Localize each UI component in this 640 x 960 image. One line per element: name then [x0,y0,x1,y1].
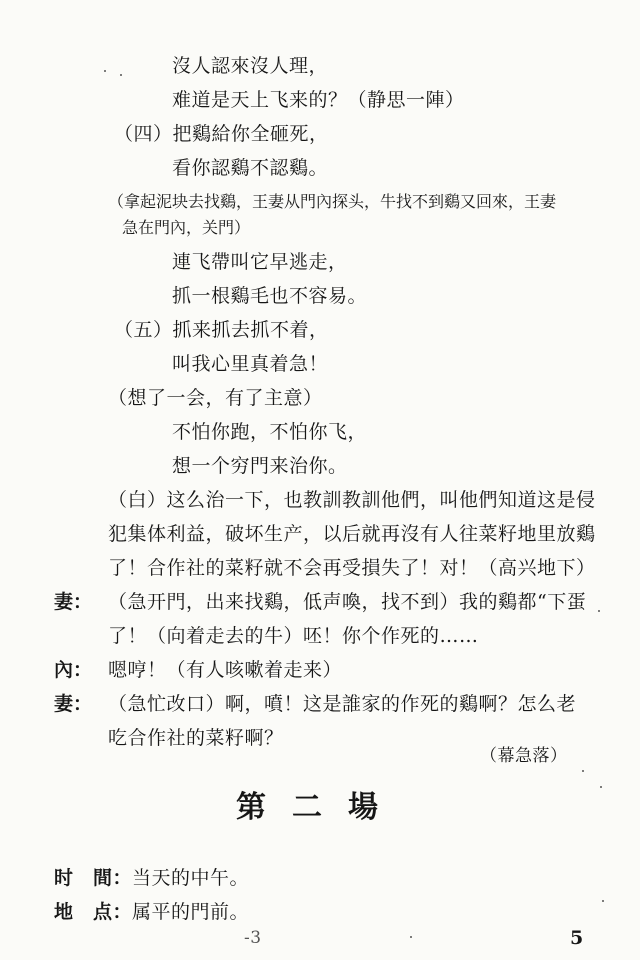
dialogue-line: 了！（向着走去的牛）呸！你个作死的…… [108,625,479,647]
place-label: 地 点： [54,901,133,923]
dialogue-line: （白）这么治一下，也教訓教訓他們，叫他們知道这是侵 [108,489,596,511]
verse-line: 难道是天上飞来的？（静思一陣） [172,89,465,111]
place-value: 属平的門前。 [132,901,250,923]
verse-line: 不怕你跑，不怕你飞， [172,421,368,443]
verse-line: 想一个穷門来治你。 [172,455,348,477]
print-speck [598,610,600,612]
print-speck [600,786,602,788]
verse-line: （四）把鷄給你全砸死， [114,123,329,145]
dialogue-line: （急开門，出来找鷄，低声喚，找不到）我的鷄都“下蛋 [108,591,587,613]
scene-time [54,866,249,890]
time-label: 时 間： [54,867,133,889]
dialogue-line: 犯集体利益，破坏生产，以后就再沒有人往菜籽地里放鷄 [108,523,596,545]
speaker-label: 妻： [54,693,93,715]
verse-line: 連飞帶叫它早逃走， [172,251,348,273]
dialogue-line: （急忙改口）啊，噴！这是誰家的作死的鷄啊？怎么老 [108,693,577,715]
print-speck [582,770,584,772]
verse-line: 抓一根鷄毛也不容易。 [172,285,368,307]
stage-direction: 急在門內，关門） [122,218,251,237]
dialogue-line: 吃合作社的菜籽啊？ [108,727,284,749]
stage-direction: （拿起泥块去找鷄，王妻从門內探头，牛找不到鷄又回來，王妻 [108,192,557,211]
speaker-label: 妻： [54,591,93,613]
print-speck [410,936,412,938]
verse-line: 沒人認來沒人理， [172,55,329,77]
verse-line: 叫我心里真着急！ [172,353,329,375]
scene-title: 第二場 [236,790,404,825]
stage-direction: （幕急落） [480,746,568,766]
dialogue-line: 嗯哼！（有人咳嗽着走来） [108,659,343,681]
time-value: 当天的中午。 [132,867,250,889]
verse-line: （五）抓来抓去抓不着， [114,319,329,341]
page-number: 5 [570,927,584,949]
verse-line: 看你認鷄不認鷄。 [172,157,329,179]
scene-place [54,900,249,924]
print-speck [602,900,604,902]
print-speck [104,70,106,72]
page-mark-left: -3 [244,928,262,948]
dialogue-line: 了！合作社的菜籽就不会再受損失了！对！（高兴地下） [108,557,596,579]
speaker-label: 內： [54,659,93,681]
print-speck [120,74,122,76]
stage-direction: （想了一会，有了主意） [108,387,323,409]
